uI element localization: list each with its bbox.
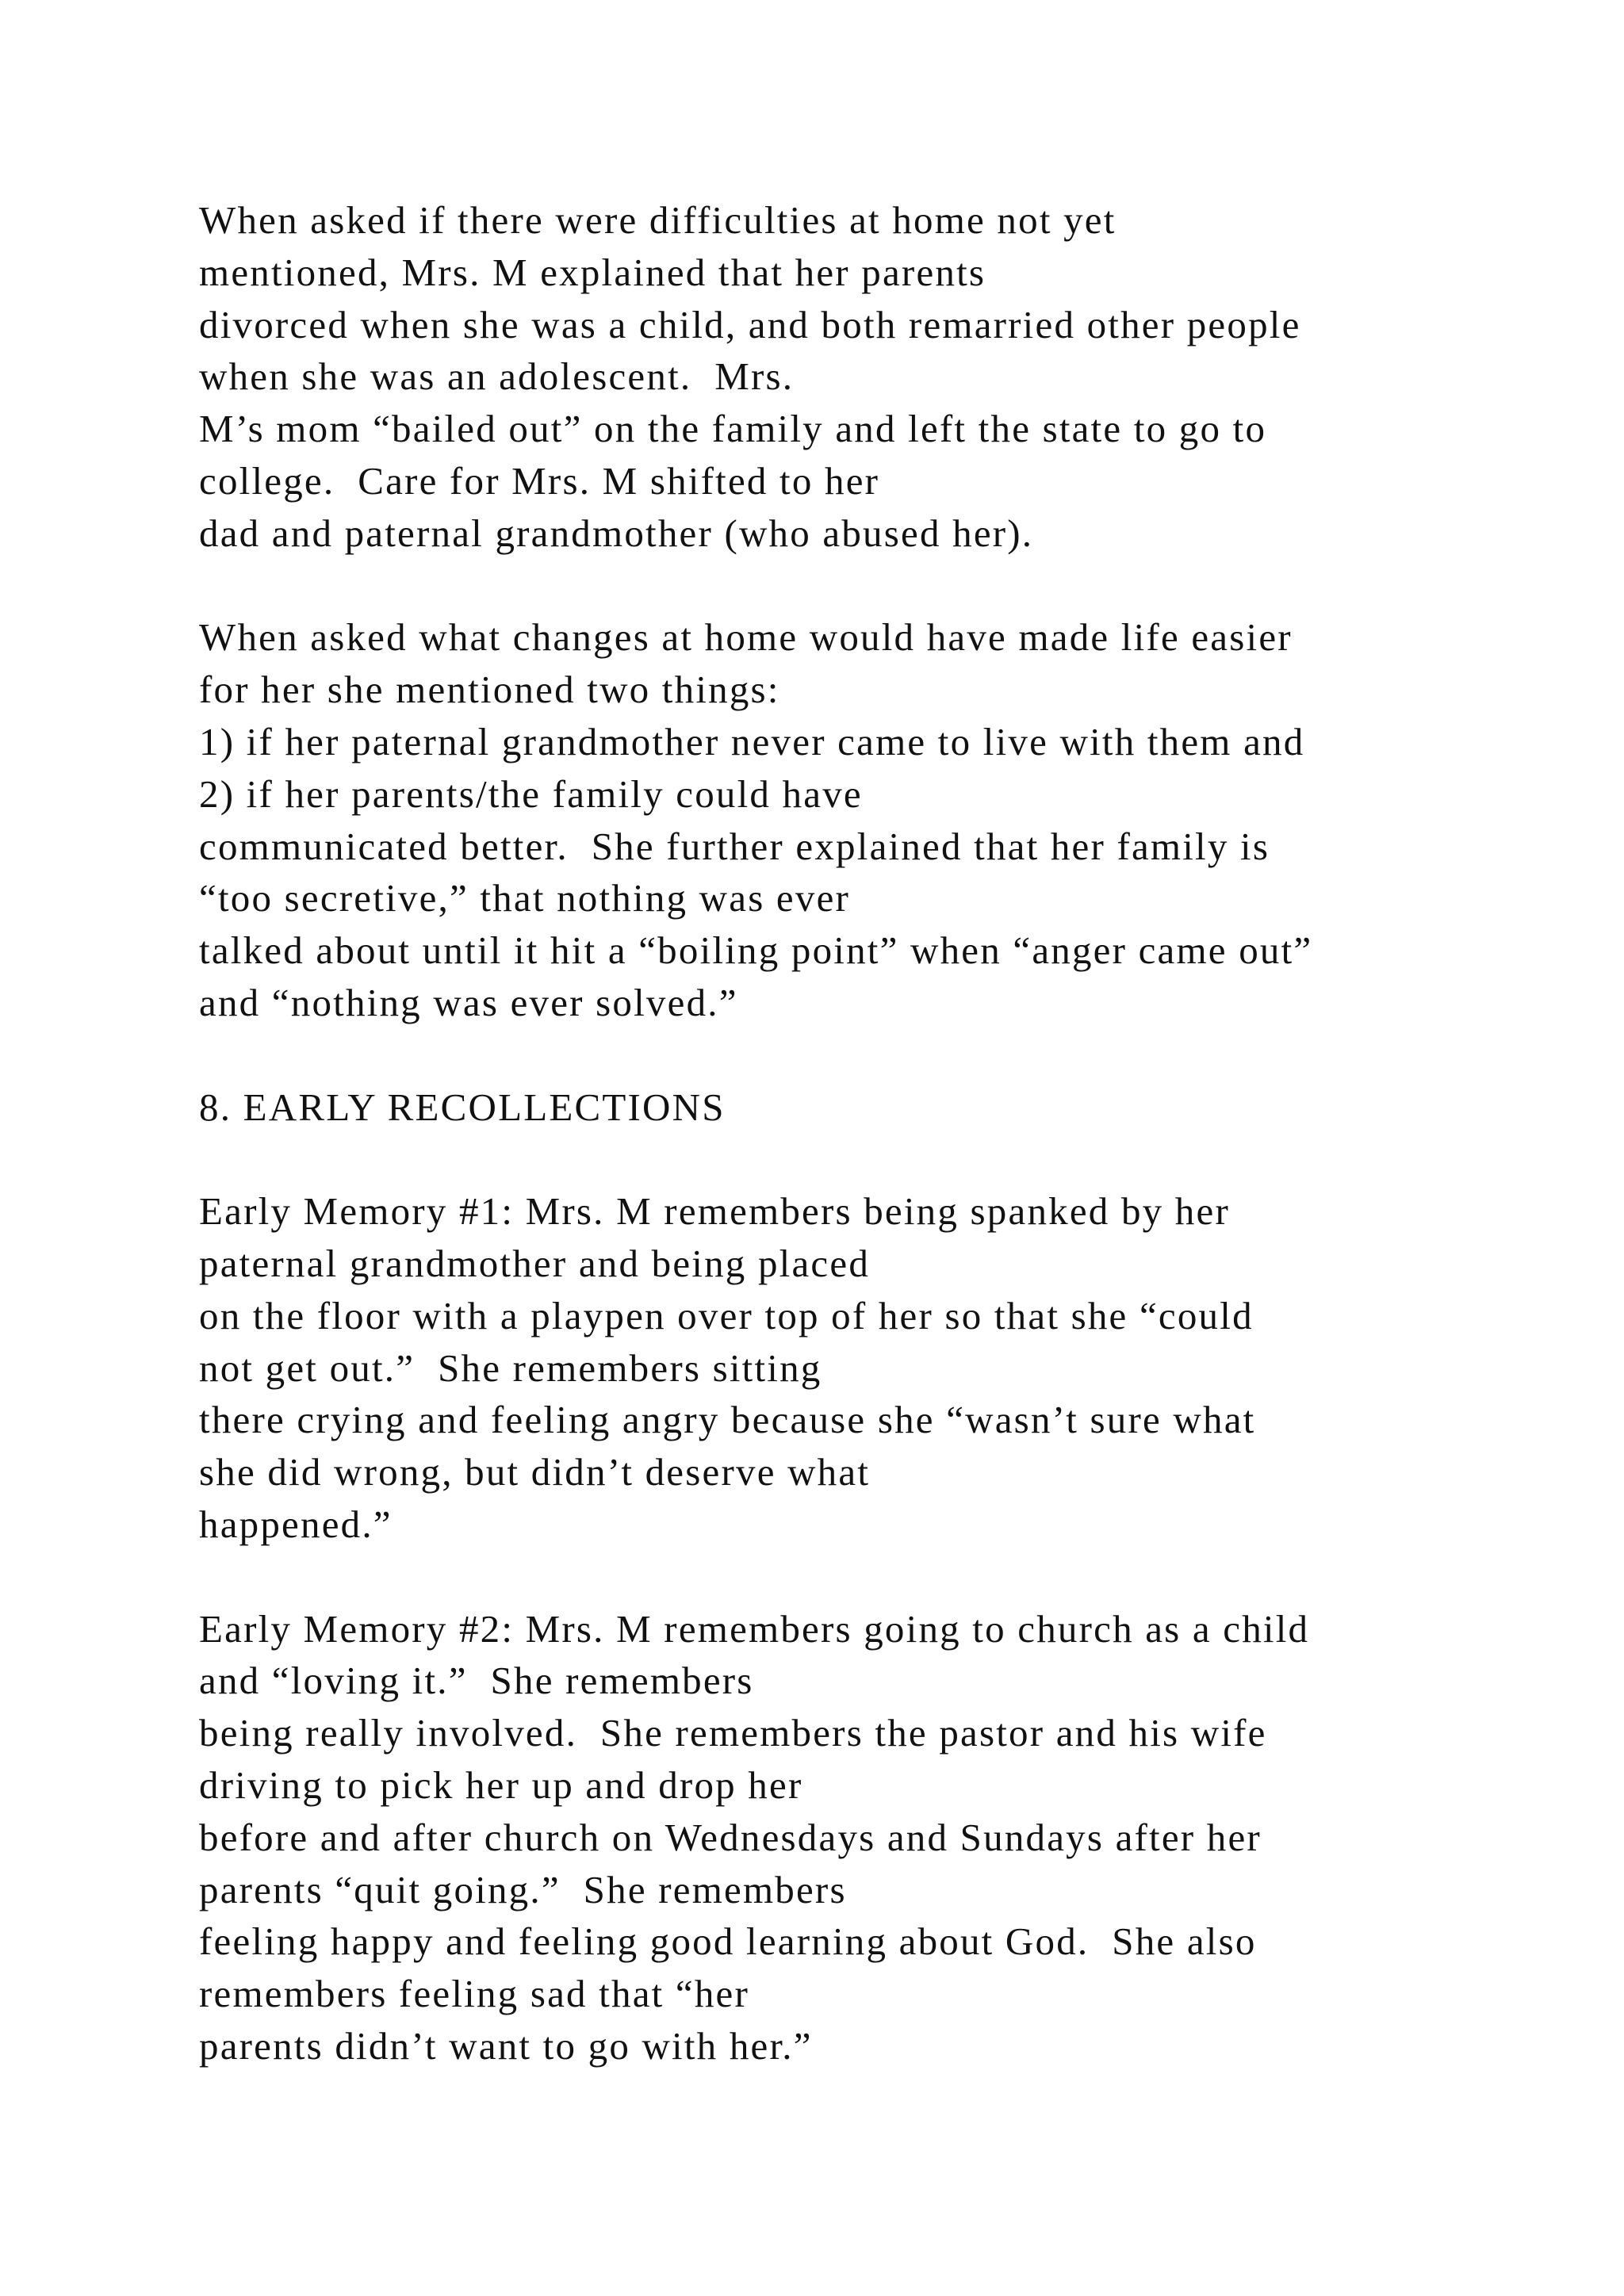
document-body [199,194,1547,2072]
text-line: college. Care for Mrs. M shifted to her [199,458,880,503]
paragraph-home-changes [199,611,1547,1028]
text-line: happened.” [199,1502,393,1546]
text-line: there crying and feeling angry because she “wasn’t sure what [199,1398,1256,1442]
text-line: divorced when she was a child, and both remarried other people [199,302,1301,346]
text-line: mentioned, Mrs. M explained that her parents [199,250,986,294]
paragraph-spacer [199,1029,1547,1081]
text-line: parents “quit going.” She remembers [199,1867,847,1911]
text-line: dad and paternal grandmother (who abused her). [199,511,1034,555]
text-line: “too secretive,” that nothing was ever [199,876,851,920]
text-line: M’s mom “bailed out” on the family and left the state to go to [199,407,1267,451]
text-line: feeling happy and feeling good learning about God. She also [199,1919,1257,1964]
paragraph-early-memory-2 [199,1603,1547,2072]
text-line: parents didn’t want to go with her.” [199,2023,813,2068]
text-line: communicated better. She further explained that her family is [199,824,1270,868]
text-line: When asked if there were difficulties at home not yet [199,198,1116,242]
paragraph-early-memory-1 [199,1185,1547,1551]
text-line: and “nothing was ever solved.” [199,980,738,1024]
paragraph-spacer [199,1551,1547,1603]
text-line: talked about until it hit a “boiling point” when “anger came out” [199,928,1313,973]
text-line: paternal grandmother and being placed [199,1241,871,1285]
text-line: remembers feeling sad that “her [199,1972,750,2016]
text-line: 1) if her paternal grandmother never came to live with them and [199,719,1305,763]
paragraph-home-difficulties [199,194,1547,560]
text-line: on the floor with a playpen over top of her so that she “could [199,1293,1254,1337]
text-line: When asked what changes at home would have made life easier [199,615,1293,660]
text-line: Early Memory #1: Mrs. M remembers being spanked by her [199,1189,1230,1234]
text-line: Early Memory #2: Mrs. M remembers going to church as a child [199,1606,1310,1651]
text-line: 2) if her parents/the family could have [199,771,863,816]
text-line: and “loving it.” She remembers [199,1659,754,1703]
text-line: not get out.” She remembers sitting [199,1345,822,1390]
text-line: for her she mentioned two things: [199,668,780,712]
text-line: being really involved. She remembers the pastor and his wife [199,1711,1267,1755]
paragraph-spacer [199,1133,1547,1185]
section-heading: 8. EARLY RECOLLECTIONS [199,1085,726,1129]
text-line: she did wrong, but didn’t deserve what [199,1450,871,1494]
text-line: when she was an adolescent. Mrs. [199,354,795,399]
text-line: before and after church on Wednesdays and Sundays after her [199,1815,1262,1859]
text-line: driving to pick her up and drop her [199,1762,803,1807]
paragraph-spacer [199,560,1547,612]
